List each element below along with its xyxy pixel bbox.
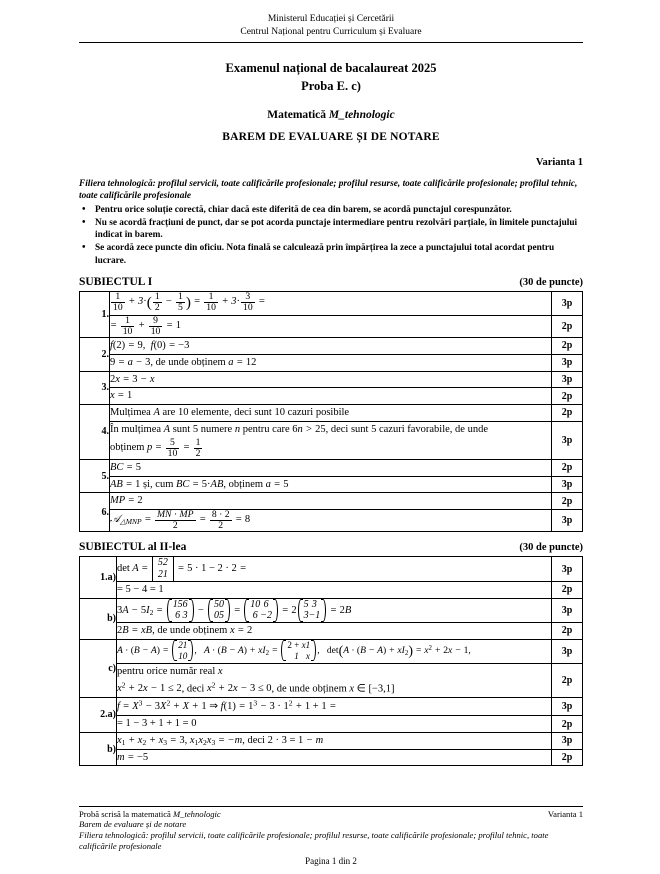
- row-text: sunt 5 numere: [172, 423, 233, 435]
- row-text: În mulțimea: [110, 423, 162, 435]
- row-points: 3p: [552, 421, 583, 459]
- table-row: [80, 557, 583, 582]
- subiect-1-table: [79, 291, 583, 532]
- row-points: 2p: [552, 405, 583, 422]
- row-text: și, cum: [143, 478, 174, 490]
- table-row: [80, 371, 583, 388]
- table-row: [80, 698, 583, 716]
- row-points: 2p: [552, 716, 583, 733]
- row-index: c): [80, 639, 117, 697]
- exam-title-line-1: Examenul național de bacalaureat 2025: [225, 61, 437, 76]
- row-points: 3p: [552, 639, 583, 663]
- table-row: [80, 664, 583, 698]
- ministry-header: [79, 0, 583, 38]
- page-footer: [79, 806, 583, 866]
- footer-subject-code: M_tehnologic: [173, 809, 221, 819]
- row-text: are 10 elemente, deci sunt 10 cazuri posibile: [162, 407, 350, 419]
- title-block: [79, 59, 583, 142]
- row-text: obținem: [110, 441, 145, 453]
- footer-left-text: Probă scrisă la matematică: [79, 809, 174, 819]
- row-text: , de unde obținem: [152, 625, 228, 637]
- table-row: [80, 749, 583, 766]
- row-solution-line: 2x = 3 − x: [110, 371, 552, 388]
- exam-title-line-2: Proba E. c): [301, 79, 361, 94]
- row-solution-line: m = −5: [117, 749, 552, 766]
- subiect-2-heading: [79, 541, 583, 553]
- table-row: [80, 581, 583, 598]
- row-points: 2p: [552, 388, 583, 405]
- subiect-1-title: SUBIECTUL I: [79, 275, 153, 288]
- row-index: b): [80, 598, 117, 639]
- row-points: 3p: [552, 476, 583, 493]
- table-row: [80, 510, 583, 532]
- row-points: 2p: [552, 623, 583, 640]
- row-solution-line: $f = X^3 - 3X^2 + X + 1$ ⇒ $f(1) = 1^3 - 3 \cdot 1^2 + 1 + 1$ =: [117, 698, 552, 716]
- row-text: , deci: [242, 734, 265, 746]
- table-row: [80, 421, 583, 459]
- footer-varianta: Varianta 1: [547, 809, 583, 819]
- row-solution-line: A · (B − A) = 2 1 1 0 , $A \cdot (B - A) + xI_2 = 2 + x$ 1 1 x , $\det(A \cdot (B - A) + xI_2) = x^2 + 2x - 1$,: [117, 639, 552, 663]
- grading-rule-3: • Se acordă zece puncte din oficiu. Nota finală se calculează prin împărțirea la zece a punctajului total acordat pentru lucrare.: [79, 242, 583, 267]
- table-row: [80, 338, 583, 355]
- row-solution-line: $3A - 5I_2 = 15$ 6 6 3 − 5 0 0 5 = 10 6 6 −2 = 25 3 3 −1 = 2B: [117, 598, 552, 623]
- row-points: 3p: [552, 291, 583, 315]
- row-solution-line: det A = 5 2 2 1 = 5 · 1 − 2 · 2 =: [117, 557, 552, 582]
- page-number: Pagina 1 din 2: [305, 856, 357, 866]
- row-index: b): [80, 732, 117, 766]
- table-row: [80, 598, 583, 623]
- row-solution-line: = 5 − 4 = 1: [117, 581, 552, 598]
- row-text: , deci: [181, 683, 205, 695]
- row-index: 2.: [80, 338, 110, 372]
- table-row: [80, 388, 583, 405]
- grading-rule-2: • Nu se acordă fracțiuni de punct, dar se pot acorda punctaje intermediare pentru rezolvări parțiale, în limitele punctajului indicat în barem.: [79, 217, 583, 242]
- subiect-2-title: SUBIECTUL al II-lea: [79, 541, 187, 554]
- header-rule: [79, 42, 583, 43]
- row-solution-line: pentru orice număr real x $x^2 + 2x - 1 \le 2$, deci $x^2 + 2x - 3 \le 0$, de unde obținem x ∈ [−3,1]: [117, 664, 552, 698]
- subiect-1-heading: [79, 276, 583, 288]
- row-points: 3p: [552, 354, 583, 371]
- document-page: [79, 0, 583, 766]
- row-index: 5.: [80, 459, 110, 493]
- row-index: 2.a): [80, 698, 117, 733]
- row-solution-line: x = 1: [110, 388, 552, 405]
- footer-barem-line: Barem de evaluare și de notare: [79, 819, 187, 829]
- row-solution-line: = $\frac{1}{10}$ + $\frac{9}{10}$ = 1: [110, 315, 552, 337]
- row-points: 3p: [552, 732, 583, 749]
- footer-filiera-line: Filiera tehnologică: profilul servicii, toate calificările profesionale; profilul resurse, toate calificările profesionale; profilul tehnic, toate calificările profesionale: [79, 830, 549, 851]
- ministry-line-2: Centrul Național pentru Curriculum și Evaluare: [240, 26, 422, 37]
- subject-title: [79, 109, 583, 121]
- row-points: 2p: [552, 338, 583, 355]
- grading-rule-1: • Pentru orice soluție corectă, chiar dacă este diferită de cea din barem, se acordă punctajul corespunzător.: [79, 204, 583, 216]
- varianta-label: Varianta 1: [535, 156, 583, 168]
- row-points: 2p: [552, 459, 583, 476]
- table-row: [80, 476, 583, 493]
- row-index: 4.: [80, 405, 110, 460]
- row-text: pentru care: [242, 423, 290, 435]
- table-row: [80, 639, 583, 663]
- row-index: 1.a): [80, 557, 117, 598]
- barem-title: BAREM DE EVALUARE ȘI DE NOTARE: [222, 130, 440, 143]
- row-points: 2p: [552, 581, 583, 598]
- row-points: 2p: [552, 749, 583, 766]
- row-points: 3p: [552, 598, 583, 623]
- subiect-2-points: (30 de puncte): [519, 542, 583, 554]
- table-row: [80, 291, 583, 315]
- row-solution-line: BC = 5: [110, 459, 552, 476]
- table-row: [80, 732, 583, 749]
- row-solution-line: $\frac{1}{10}$ + 3·( $\frac{1}{2}$ − $\frac{1}{5}$ ) = $\frac{1}{10}$ + 3· $\frac{3}{10}$ =: [110, 291, 552, 315]
- table-row: [80, 405, 583, 422]
- row-text: , deci sunt 5 cazuri favorabile, de unde: [325, 423, 489, 435]
- row-points: 3p: [552, 371, 583, 388]
- table-row: [80, 493, 583, 510]
- table-row: [80, 354, 583, 371]
- footer-top-row: [79, 809, 583, 819]
- row-solution-line: f(2) = 9, f(0) = −3: [110, 338, 552, 355]
- row-solution-line: Mulțimea A are 10 elemente, deci sunt 10 cazuri posibile: [110, 405, 552, 422]
- filiera-note: Filiera tehnologică: profilul servicii, toate calificările profesionale; profilul resurse, toate calificările profesionale; profilul tehnic, toate calificările profesionale: [79, 178, 578, 201]
- row-solution-line: = 1 − 3 + 1 + 1 = 0: [117, 716, 552, 733]
- row-solution-line: În mulțimea A sunt 5 numere n pentru care 6n > 25, deci sunt 5 cazuri favorabile, de unde obținem p = $\frac{5}{10}$ = $\frac{1}{2}$: [110, 421, 552, 459]
- row-text: , de unde obținem: [271, 683, 347, 695]
- row-text: pentru orice număr real: [117, 666, 216, 678]
- row-points: 2p: [552, 493, 583, 510]
- row-index: 6.: [80, 493, 110, 532]
- row-points: 3p: [552, 557, 583, 582]
- subject-code: M_tehnologic: [328, 108, 395, 121]
- row-solution-line: 2B = xB, de unde obținem x = 2: [117, 623, 552, 640]
- row-solution-line: 9 = a − 3, de unde obținem a = 12: [110, 354, 552, 371]
- subiect-1-points: (30 de puncte): [519, 276, 583, 288]
- row-solution-line: 𝒜$_{\triangle MNP}$ = $\frac{MN \cdot MP}{2}$ = $\frac{8 \cdot 2}{2}$ = 8: [110, 510, 552, 532]
- table-row: [80, 623, 583, 640]
- footer-rule: [79, 806, 583, 807]
- row-index: 3.: [80, 371, 110, 405]
- row-text: , de unde obținem: [150, 356, 226, 368]
- grading-rules: [79, 204, 583, 267]
- row-solution-line: MP = 2: [110, 493, 552, 510]
- footer-left: [79, 809, 221, 819]
- row-points: 3p: [552, 698, 583, 716]
- table-row: [80, 459, 583, 476]
- row-text: Mulțimea: [110, 407, 151, 419]
- table-row: [80, 716, 583, 733]
- row-points: 2p: [552, 664, 583, 698]
- row-text: , obținem: [223, 478, 264, 490]
- row-solution-line: $x_1 + x_2 + x_3 = 3$, $x_1x_2x_3 = -m$, deci 2 · 3 = 1 − m: [117, 732, 552, 749]
- subject-prefix: Matematică: [267, 108, 329, 121]
- ministry-line-1: Ministerul Educației și Cercetării: [267, 14, 395, 24]
- row-points: 2p: [552, 315, 583, 337]
- row-points: 3p: [552, 510, 583, 532]
- subiect-2-table: [79, 556, 583, 766]
- table-row: [80, 315, 583, 337]
- row-index: 1.: [80, 291, 110, 337]
- row-solution-line: AB = 1 și, cum BC = 5·AB, obținem a = 5: [110, 476, 552, 493]
